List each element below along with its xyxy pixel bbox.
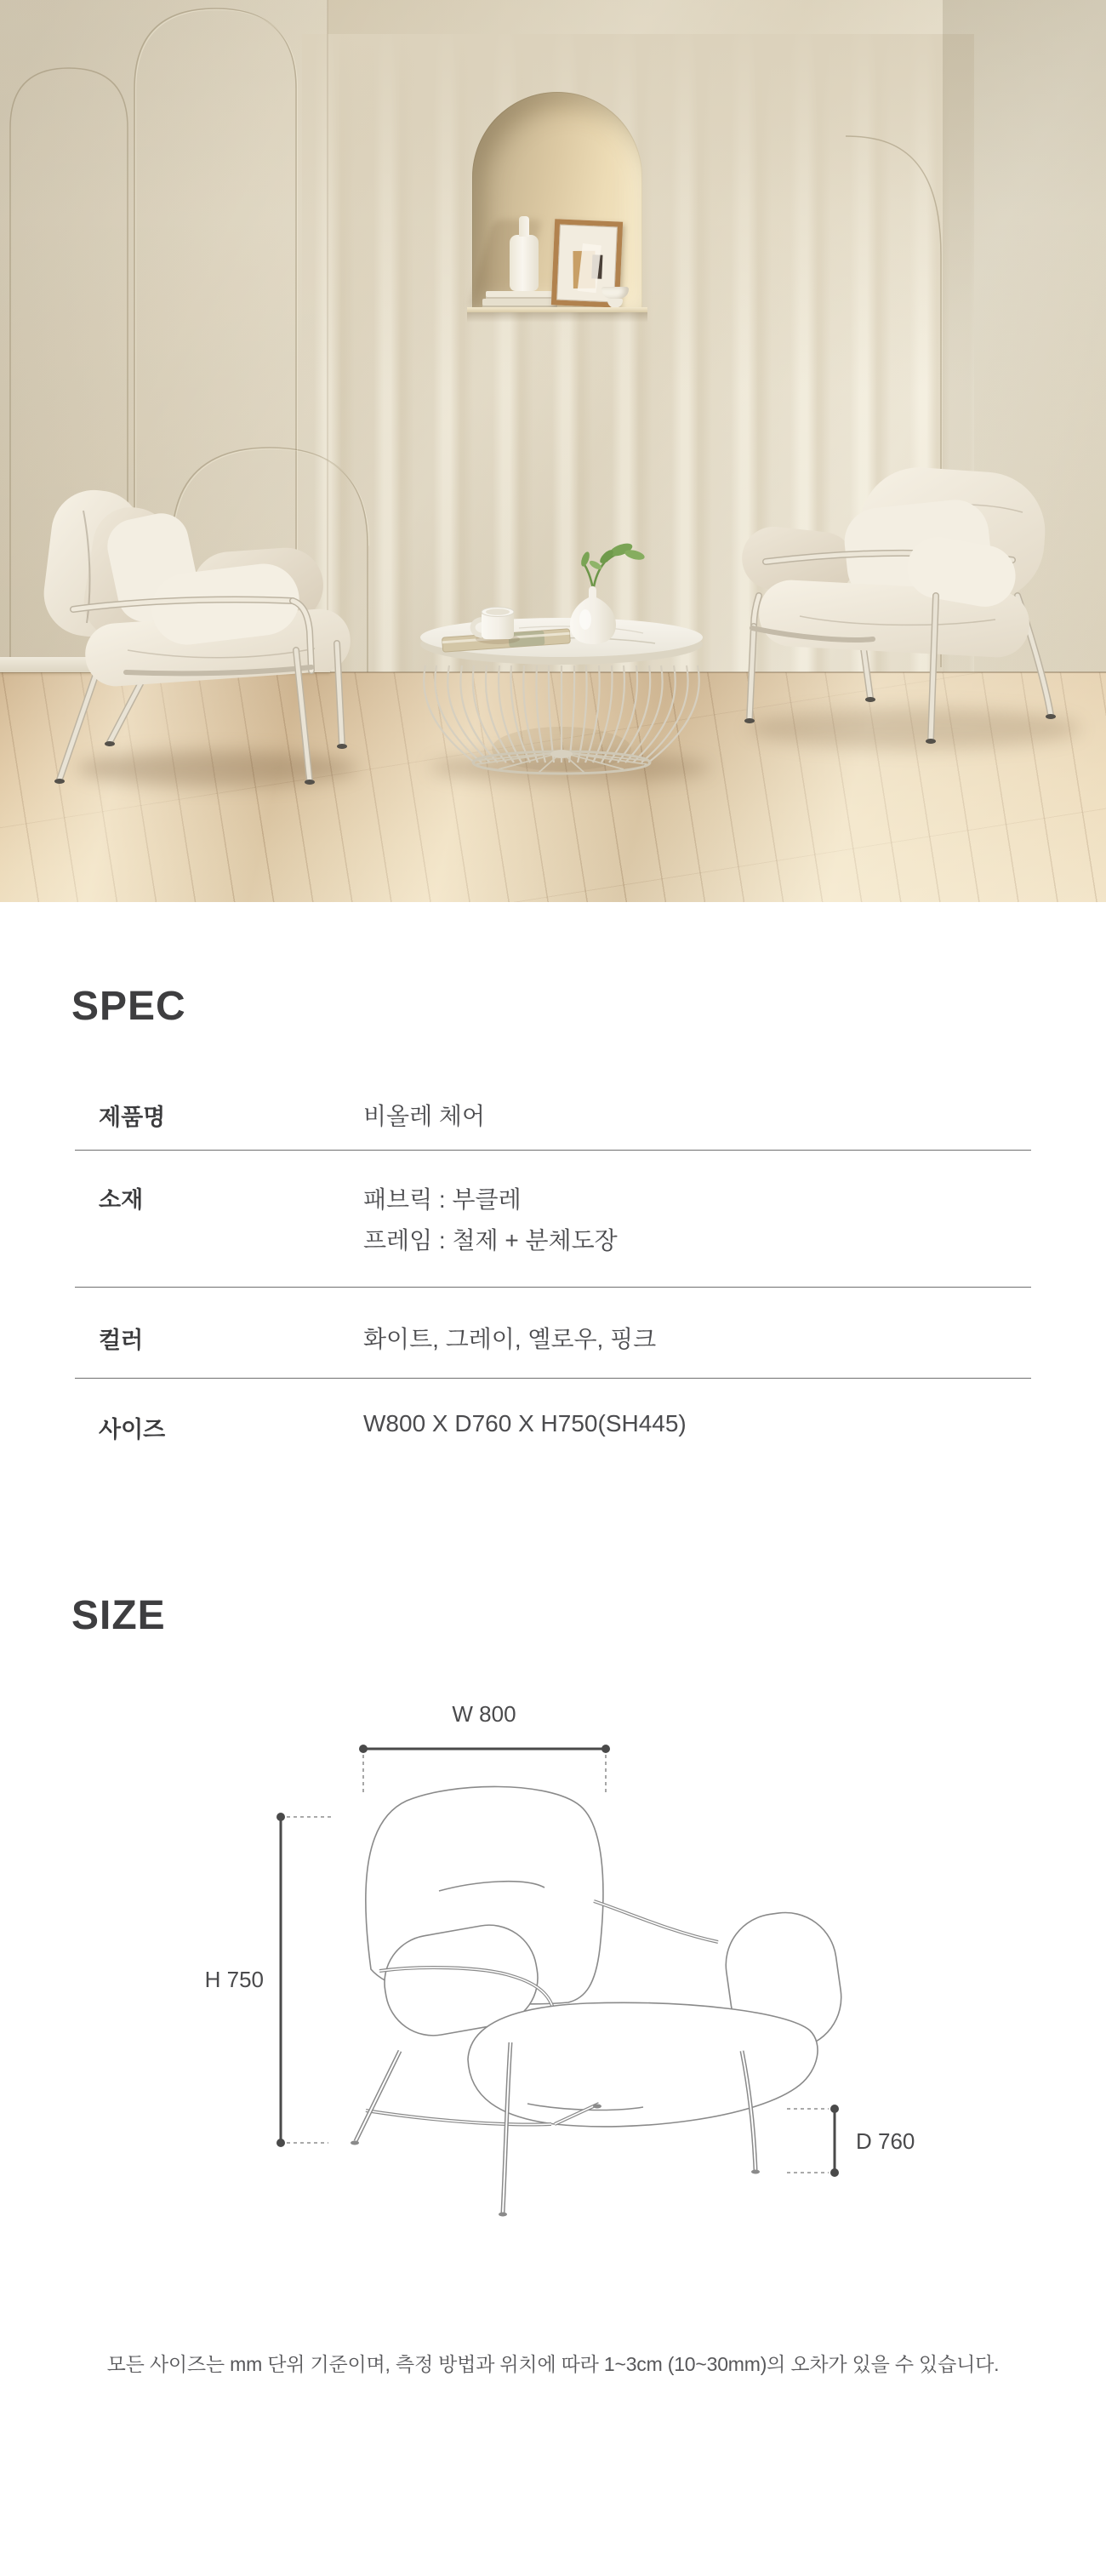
depth-dimension-label: D 760 bbox=[856, 2128, 915, 2154]
spec-value: 프레임 : 철제 + 분체도장 bbox=[363, 1227, 618, 1254]
dimension-depth bbox=[787, 2105, 915, 2177]
spec-table bbox=[75, 1074, 1031, 1481]
wire-coffee-table bbox=[420, 541, 703, 774]
spec-label: 컬러 bbox=[99, 1328, 144, 1353]
dimension-height bbox=[205, 1813, 332, 2147]
spec-value: 비올레 체어 bbox=[363, 1103, 486, 1129]
spec-label: 사이즈 bbox=[99, 1417, 166, 1442]
size-diagram bbox=[0, 1685, 1106, 2264]
spec-row-material bbox=[75, 1151, 1031, 1288]
spec-section-title: SPEC bbox=[71, 984, 186, 1029]
spec-label: 소재 bbox=[99, 1187, 144, 1213]
size-tolerance-note: 모든 사이즈는 mm 단위 기준이며, 측정 방법과 위치에 따라 1~3cm (10~30mm)의 오차가 있을 수 있습니다. bbox=[106, 2353, 1000, 2375]
spec-row-size bbox=[75, 1379, 1031, 1481]
product-photo bbox=[0, 0, 1106, 902]
spec-row-color bbox=[75, 1288, 1031, 1379]
spec-row-product-name bbox=[75, 1074, 1031, 1151]
furniture-scene bbox=[0, 0, 1106, 902]
dimension-width bbox=[359, 1701, 610, 1796]
height-dimension-label: H 750 bbox=[204, 1967, 264, 1992]
chair-line-drawing bbox=[351, 1786, 848, 2216]
spec-value: 패브릭 : 부클레 bbox=[363, 1186, 522, 1213]
left-armchair bbox=[39, 485, 352, 785]
size-section-title: SIZE bbox=[71, 1593, 166, 1638]
width-dimension-label: W 800 bbox=[452, 1701, 516, 1727]
spec-value: W800 X D760 X H750(SH445) bbox=[363, 1410, 687, 1437]
right-armchair bbox=[738, 464, 1056, 744]
spec-label: 제품명 bbox=[99, 1105, 166, 1130]
spec-value: 화이트, 그레이, 옐로우, 핑크 bbox=[363, 1326, 657, 1352]
